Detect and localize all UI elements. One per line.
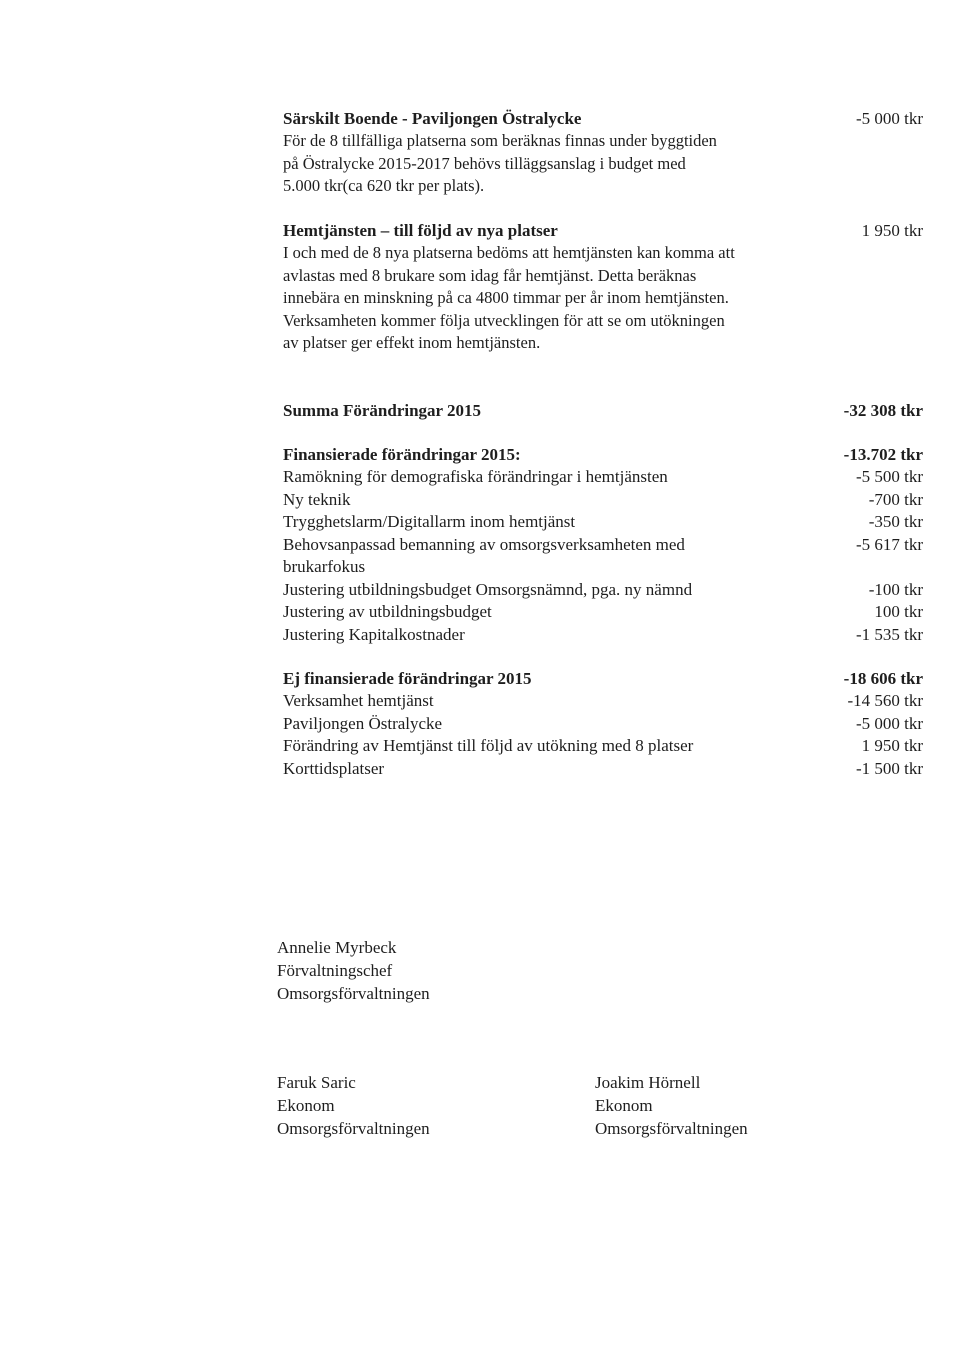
ej-finansierade-amount: -18 606 tkr [843, 669, 923, 688]
list-item [283, 534, 923, 579]
list-item [283, 624, 923, 647]
hemtjansten-line: Verksamheten kommer följa utvecklingen för att se om utökningen [283, 310, 725, 330]
list-item [283, 601, 923, 624]
section-sarskilt-boende [283, 108, 923, 198]
signature-role: Ekonom [595, 1096, 653, 1115]
hemtjansten-line: I och med de 8 nya platserna bedöms att hemtjänsten kan komma att [283, 243, 735, 262]
list-item-amount: 100 tkr [874, 602, 923, 621]
signature-chief [277, 936, 430, 1005]
list-item [283, 466, 923, 489]
signature-name: Joakim Hörnell [595, 1073, 701, 1092]
list-item-amount: 1 950 tkr [861, 736, 923, 755]
list-item-amount: -14 560 tkr [847, 691, 923, 710]
signature-economist-1 [277, 1071, 430, 1140]
hemtjansten-body [283, 242, 823, 355]
signature-name: Faruk Saric [277, 1073, 356, 1092]
sarskilt-line: 5.000 tkr(ca 620 tkr per plats). [283, 176, 485, 195]
list-item-amount: -5 000 tkr [855, 713, 923, 733]
summa-amount: -32 308 tkr [843, 401, 923, 420]
section-ej-finansierade [283, 668, 923, 780]
sarskilt-line: på Östralycke 2015-2017 behövs tilläggsanslag i budget med [283, 153, 686, 173]
list-item-label: Trygghetslarm/Digitallarm inom hemtjänst [283, 512, 576, 531]
signature-economist-2 [595, 1071, 748, 1140]
list-item [283, 511, 923, 534]
summa-title: Summa Förändringar 2015 [283, 401, 482, 420]
list-item-amount: -5 617 tkr [855, 534, 923, 554]
list-item-label: Justering Kapitalkostnader [283, 624, 465, 644]
list-item-label: Korttidsplatser [283, 758, 385, 778]
list-item [283, 690, 923, 713]
section-summa [283, 400, 923, 422]
hemtjansten-amount: 1 950 tkr [861, 221, 923, 240]
list-item-amount: -1 535 tkr [855, 624, 923, 644]
signature-name: Annelie Myrbeck [277, 938, 397, 957]
sarskilt-title: Särskilt Boende - Paviljongen Östralycke [283, 109, 582, 128]
list-item-label: Ramökning för demografiska förändringar i hemtjänsten [283, 467, 668, 486]
list-item-label: Förändring av Hemtjänst till följd av utökning med 8 platser [283, 736, 694, 755]
section-hemtjansten [283, 220, 923, 355]
sarskilt-line: För de 8 tillfälliga platserna som beräknas finnas under byggtiden [283, 131, 717, 150]
list-item-label: Behovsanpassad bemanning av omsorgsverksamheten med brukarfokus [283, 534, 685, 576]
signature-role: Förvaltningschef [277, 961, 393, 980]
section-finansierade [283, 444, 923, 646]
list-item [283, 713, 923, 736]
list-item-label: Justering av utbildningsbudget [283, 602, 492, 621]
signature-role: Ekonom [277, 1096, 335, 1115]
list-item-amount: -1 500 tkr [855, 758, 923, 778]
hemtjansten-line: av platser ger effekt inom hemtjänsten. [283, 333, 541, 352]
hemtjansten-title: Hemtjänsten – till följd av nya platser [283, 221, 558, 240]
sarskilt-amount: -5 000 tkr [855, 109, 923, 128]
list-item [283, 758, 923, 781]
list-item [283, 735, 923, 758]
sarskilt-body [283, 130, 823, 198]
hemtjansten-line: innebära en minskning på ca 4800 timmar per år inom hemtjänsten. [283, 288, 729, 307]
list-item [283, 489, 923, 512]
list-item-amount: -5 500 tkr [855, 467, 923, 486]
list-item [283, 579, 923, 602]
signature-org: Omsorgsförvaltningen [277, 984, 430, 1003]
signature-org: Omsorgsförvaltningen [595, 1119, 748, 1138]
signature-org: Omsorgsförvaltningen [277, 1119, 430, 1138]
list-item-label: Ny teknik [283, 489, 351, 509]
finansierade-title: Finansierade förändringar 2015: [283, 445, 521, 464]
list-item-label: Paviljongen Östralycke [283, 713, 443, 733]
ej-finansierade-title: Ej finansierade förändringar 2015 [283, 669, 532, 688]
list-item-label: Justering utbildningsbudget Omsorgsnämnd, pga. ny nämnd [283, 579, 693, 599]
list-item-amount: -100 tkr [868, 579, 923, 599]
hemtjansten-line: avlastas med 8 brukare som idag får hemtjänst. Detta beräknas [283, 265, 697, 285]
list-item-amount: -350 tkr [868, 512, 923, 531]
list-item-label: Verksamhet hemtjänst [283, 691, 434, 710]
list-item-amount: -700 tkr [868, 489, 923, 509]
finansierade-amount: -13.702 tkr [843, 445, 923, 464]
